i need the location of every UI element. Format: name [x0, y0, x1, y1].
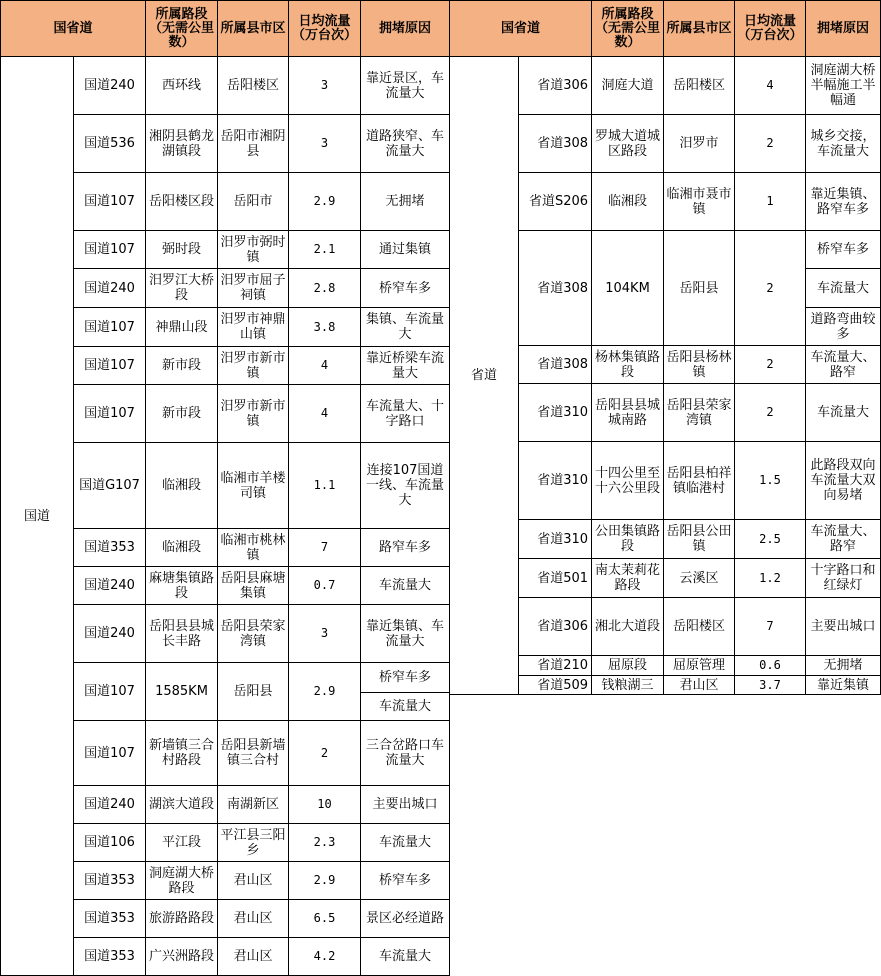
county-cell: 岳阳县荣家湾镇 [664, 384, 735, 442]
section-cell: 屈原段 [592, 656, 664, 676]
section-cell: 新墙镇三合村路段 [146, 721, 218, 786]
section-cell: 洞庭大道 [592, 57, 664, 115]
flow-cell: 2.9 [289, 862, 361, 900]
header-reason: 拥堵原因 [806, 1, 881, 57]
reason-cell: 景区必经道路 [361, 900, 450, 938]
flow-cell: 2.9 [289, 173, 361, 231]
reason-cell: 集镇、车流量大 [361, 308, 450, 347]
flow-cell: 2 [735, 231, 806, 346]
county-cell: 汨罗市神鼎山镇 [218, 308, 289, 347]
county-cell: 岳阳楼区 [664, 598, 735, 656]
county-cell: 君山区 [218, 862, 289, 900]
road-cell: 国道240 [74, 269, 146, 308]
road-cell: 省道509 [519, 676, 592, 695]
reason-cell: 通过集镇 [361, 231, 450, 269]
county-cell: 岳阳县公田镇 [664, 520, 735, 559]
road-cell: 省道308 [519, 231, 592, 346]
road-cell: 省道306 [519, 598, 592, 656]
road-cell: 国道240 [74, 57, 146, 115]
flow-cell: 2 [735, 115, 806, 173]
header-flow: 日均流量（万台次） [289, 1, 361, 57]
flow-cell: 4 [735, 57, 806, 115]
flow-cell: 1.1 [289, 443, 361, 529]
county-cell: 岳阳县杨林镇 [664, 346, 735, 384]
reason-cell: 桥窄车多 [806, 231, 881, 269]
reason-cell: 靠近集镇、车流量大 [361, 605, 450, 663]
road-cell: 国道107 [74, 173, 146, 231]
header-road: 国省道 [450, 1, 592, 57]
road-cell: 国道107 [74, 721, 146, 786]
table-row [1, 57, 450, 115]
reason-cell: 桥窄车多 [361, 862, 450, 900]
flow-cell: 1.5 [735, 442, 806, 520]
road-cell: 省道308 [519, 115, 592, 173]
reason-cell: 车流量大 [806, 269, 881, 308]
section-cell: 岳阳县县城城南路 [592, 384, 664, 442]
road-cell: 省道308 [519, 346, 592, 384]
reason-cell: 车流量大 [806, 384, 881, 442]
section-cell: 岳阳县县城长丰路 [146, 605, 218, 663]
road-cell: 国道536 [74, 115, 146, 173]
road-cell: 国道353 [74, 529, 146, 567]
road-cell: 省道310 [519, 384, 592, 442]
road-cell: 省道310 [519, 520, 592, 559]
section-cell: 湖滨大道段 [146, 786, 218, 824]
section-cell: 钱粮湖三 [592, 676, 664, 695]
reason-cell: 道路弯曲较多 [806, 308, 881, 346]
county-cell: 岳阳县麻塘集镇 [218, 567, 289, 605]
section-cell: 临湘段 [592, 173, 664, 231]
county-cell: 君山区 [664, 676, 735, 695]
section-cell: 湘阴县鹤龙湖镇段 [146, 115, 218, 173]
section-cell: 旅游路路段 [146, 900, 218, 938]
flow-cell: 7 [289, 529, 361, 567]
road-cell: 省道210 [519, 656, 592, 676]
section-cell: 汨罗江大桥段 [146, 269, 218, 308]
road-cell: 国道353 [74, 938, 146, 976]
road-cell: 国道107 [74, 231, 146, 269]
category-cell: 国道 [1, 57, 74, 976]
reason-cell: 车流量大 [361, 693, 450, 721]
road-cell: 省道310 [519, 442, 592, 520]
section-cell: 麻塘集镇路段 [146, 567, 218, 605]
section-cell: 平江段 [146, 824, 218, 862]
county-cell: 汨罗市弼时镇 [218, 231, 289, 269]
road-cell: 国道G107 [74, 443, 146, 529]
reason-cell: 靠近集镇 [806, 676, 881, 695]
header-reason: 拥堵原因 [361, 1, 450, 57]
reason-cell: 无拥堵 [361, 173, 450, 231]
reason-cell: 城乡交接，车流量大 [806, 115, 881, 173]
reason-cell: 无拥堵 [806, 656, 881, 676]
reason-cell: 车流量大、路窄 [806, 520, 881, 559]
section-cell: 104KM [592, 231, 664, 346]
road-cell: 省道306 [519, 57, 592, 115]
section-cell: 湘北大道段 [592, 598, 664, 656]
section-cell: 新市段 [146, 347, 218, 385]
county-cell: 君山区 [218, 900, 289, 938]
road-cell: 国道107 [74, 385, 146, 443]
road-cell: 省道501 [519, 559, 592, 598]
section-cell: 罗城大道城区路段 [592, 115, 664, 173]
road-cell: 国道240 [74, 605, 146, 663]
road-cell: 国道107 [74, 308, 146, 347]
right-table [449, 0, 881, 695]
reason-cell: 靠近集镇、路窄车多 [806, 173, 881, 231]
flow-cell: 4.2 [289, 938, 361, 976]
flow-cell: 4 [289, 385, 361, 443]
county-cell: 汨罗市 [664, 115, 735, 173]
flow-cell: 6.5 [289, 900, 361, 938]
section-cell: 神鼎山段 [146, 308, 218, 347]
flow-cell: 0.7 [289, 567, 361, 605]
reason-cell: 靠近桥梁车流量大 [361, 347, 450, 385]
reason-cell: 主要出城口 [361, 786, 450, 824]
flow-cell: 3 [289, 115, 361, 173]
county-cell: 临湘市聂市镇 [664, 173, 735, 231]
county-cell: 南湖新区 [218, 786, 289, 824]
county-cell: 岳阳市 [218, 173, 289, 231]
section-cell: 西环线 [146, 57, 218, 115]
flow-cell: 10 [289, 786, 361, 824]
reason-cell: 主要出城口 [806, 598, 881, 656]
reason-cell: 三合岔路口车流量大 [361, 721, 450, 786]
reason-cell: 车流量大、十字路口 [361, 385, 450, 443]
county-cell: 岳阳楼区 [218, 57, 289, 115]
section-cell: 弼时段 [146, 231, 218, 269]
reason-cell: 桥窄车多 [361, 269, 450, 308]
road-cell: 国道353 [74, 862, 146, 900]
county-cell: 岳阳市湘阴县 [218, 115, 289, 173]
county-cell: 君山区 [218, 938, 289, 976]
flow-cell: 3.7 [735, 676, 806, 695]
header-flow: 日均流量（万台次） [735, 1, 806, 57]
county-cell: 临湘市桃林镇 [218, 529, 289, 567]
county-cell: 汨罗市新市镇 [218, 347, 289, 385]
flow-cell: 3.8 [289, 308, 361, 347]
road-cell: 省道S206 [519, 173, 592, 231]
section-cell: 十四公里至十六公里段 [592, 442, 664, 520]
section-cell: 新市段 [146, 385, 218, 443]
flow-cell: 2.3 [289, 824, 361, 862]
county-cell: 岳阳县 [218, 663, 289, 721]
section-cell: 杨林集镇路段 [592, 346, 664, 384]
road-cell: 国道240 [74, 786, 146, 824]
reason-cell: 车流量大 [361, 567, 450, 605]
reason-cell: 道路狭窄、车流量大 [361, 115, 450, 173]
flow-cell: 2 [289, 721, 361, 786]
header-county: 所属县市区 [664, 1, 735, 57]
header-road: 国省道 [1, 1, 146, 57]
flow-cell: 2.5 [735, 520, 806, 559]
section-cell: 岳阳楼区段 [146, 173, 218, 231]
road-cell: 国道107 [74, 347, 146, 385]
county-cell: 岳阳楼区 [664, 57, 735, 115]
county-cell: 汨罗市新市镇 [218, 385, 289, 443]
flow-cell: 7 [735, 598, 806, 656]
road-cell: 国道106 [74, 824, 146, 862]
section-cell: 洞庭湖大桥路段 [146, 862, 218, 900]
section-cell: 临湘段 [146, 443, 218, 529]
reason-cell: 路窄车多 [361, 529, 450, 567]
header-section: 所属路段（无需公里数） [146, 1, 218, 57]
county-cell: 临湘市羊楼司镇 [218, 443, 289, 529]
reason-cell: 靠近景区，车流量大 [361, 57, 450, 115]
county-cell: 岳阳县新墙镇三合村 [218, 721, 289, 786]
flow-cell: 2.8 [289, 269, 361, 308]
flow-cell: 2 [735, 346, 806, 384]
county-cell: 平江县三阳乡 [218, 824, 289, 862]
reason-cell: 连接107国道一线、车流量大 [361, 443, 450, 529]
reason-cell: 此路段双向车流量大双向易堵 [806, 442, 881, 520]
table-row [450, 57, 881, 115]
header-section: 所属路段（无需公里数） [592, 1, 664, 57]
flow-cell: 3 [289, 57, 361, 115]
county-cell: 岳阳县柏祥镇临港村 [664, 442, 735, 520]
reason-cell: 桥窄车多 [361, 663, 450, 693]
county-cell: 汨罗市屈子祠镇 [218, 269, 289, 308]
reason-cell: 车流量大 [361, 938, 450, 976]
flow-cell: 1 [735, 173, 806, 231]
reason-cell: 车流量大 [361, 824, 450, 862]
flow-cell: 2 [735, 384, 806, 442]
header-county: 所属县市区 [218, 1, 289, 57]
road-cell: 国道353 [74, 900, 146, 938]
section-cell: 南太茉莉花路段 [592, 559, 664, 598]
flow-cell: 2.1 [289, 231, 361, 269]
category-cell: 省道 [450, 57, 519, 695]
section-cell: 公田集镇路段 [592, 520, 664, 559]
flow-cell: 0.6 [735, 656, 806, 676]
flow-cell: 4 [289, 347, 361, 385]
reason-cell: 车流量大、路窄 [806, 346, 881, 384]
reason-cell: 十字路口和红绿灯 [806, 559, 881, 598]
county-cell: 屈原管理 [664, 656, 735, 676]
county-cell: 岳阳县荣家湾镇 [218, 605, 289, 663]
reason-cell: 洞庭湖大桥半幅施工半幅通 [806, 57, 881, 115]
section-cell: 1585KM [146, 663, 218, 721]
section-cell: 临湘段 [146, 529, 218, 567]
section-cell: 广兴洲路段 [146, 938, 218, 976]
flow-cell: 2.9 [289, 663, 361, 721]
county-cell: 云溪区 [664, 559, 735, 598]
county-cell: 岳阳县 [664, 231, 735, 346]
road-cell: 国道107 [74, 663, 146, 721]
flow-cell: 3 [289, 605, 361, 663]
flow-cell: 1.2 [735, 559, 806, 598]
road-cell: 国道240 [74, 567, 146, 605]
